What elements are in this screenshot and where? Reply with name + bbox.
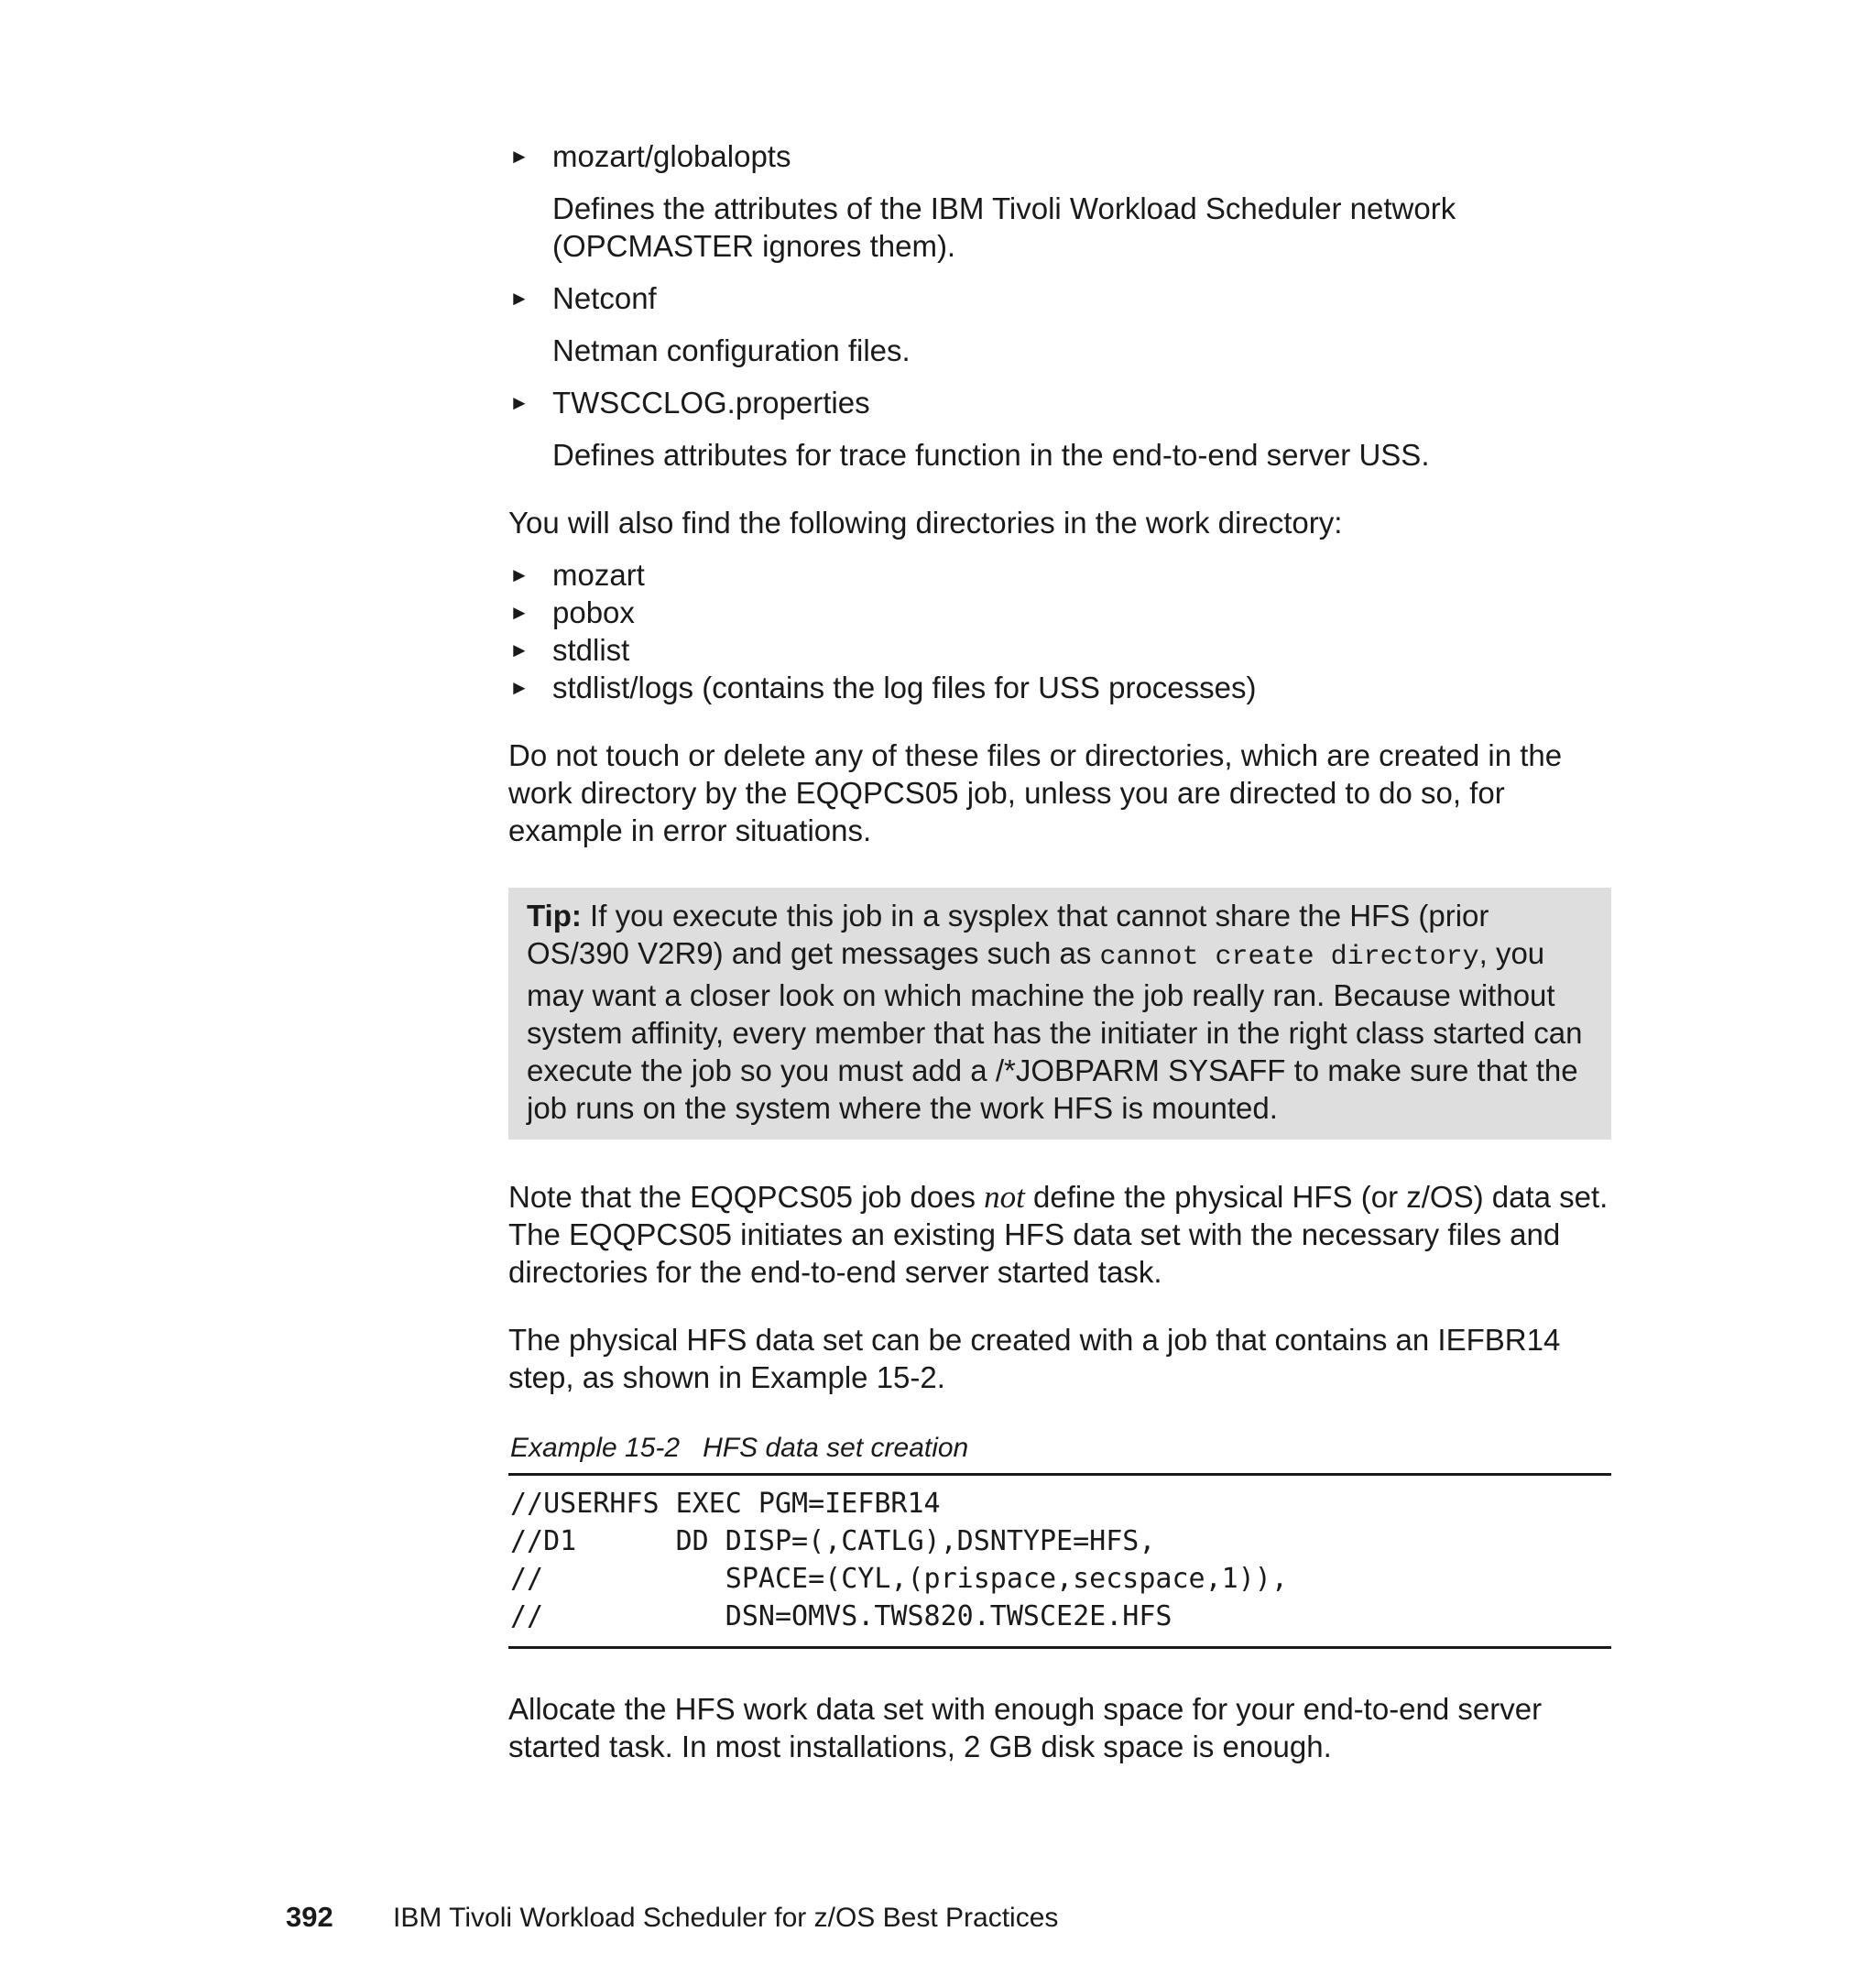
tip-text: , you may want a closer look on which machine the job really ran. Because without system affinity, every member that has the initiater in the right class started can execute the job so you must add a /*JOBPARM SYSAFF to make sure that the job runs on the system where the work HFS is mounted.: [527, 936, 1583, 1125]
page-number: 392: [286, 1901, 333, 1933]
code-line: // SPACE=(CYL,(prispace,secspace,1)),: [510, 1563, 1288, 1595]
bullet-arrow-icon: ►: [509, 638, 529, 661]
list-item-description: Defines the attributes of the IBM Tivoli Workload Scheduler network (OPCMASTER ignores them).: [552, 191, 1456, 263]
list-item-name: stdlist: [552, 633, 630, 667]
allocate-paragraph: Allocate the HFS work data set with enough space for your end-to-end server started task. In most installations, 2 GB disk space is enough.: [508, 1692, 1543, 1763]
note-paragraph: [508, 1178, 1611, 1291]
note-text: Note that the EQQPCS05 job does: [508, 1180, 985, 1214]
bullet-arrow-icon: ►: [509, 391, 529, 414]
tip-box: [508, 888, 1611, 1140]
list-item-name: TWSCCLOG.properties: [552, 386, 870, 420]
bullet-arrow-icon: ►: [509, 145, 529, 168]
list-item: [508, 669, 1611, 706]
note-text: define the physical HFS (or z/OS) data set. The EQQPCS05 initiates an existing HFS data set with the necessary files and directories for the end-to-end server started task.: [508, 1180, 1609, 1289]
page-footer: [286, 1899, 1058, 1937]
list-item-name: Netconf: [552, 281, 657, 315]
tip-label: Tip:: [527, 899, 582, 933]
file-list: [508, 137, 1611, 474]
list-item: [508, 279, 1611, 317]
list-item-name: stdlist/logs (contains the log files for USS processes): [552, 671, 1257, 704]
code-line: //D1 DD DISP=(,CATLG),DSNTYPE=HFS,: [510, 1525, 1156, 1557]
list-item: [508, 384, 1611, 421]
list-item-description: Netman configuration files.: [552, 333, 911, 367]
list-item: [508, 556, 1611, 594]
example-caption: Example 15-2 HFS data set creation: [510, 1433, 969, 1463]
list-item-name: mozart/globalopts: [552, 139, 791, 173]
bullet-arrow-icon: ►: [509, 676, 529, 699]
hfs-paragraph: The physical HFS data set can be created with a job that contains an IEFBR14 step, as shown in Example 15-2.: [508, 1323, 1561, 1394]
note-emphasis: not: [984, 1179, 1025, 1215]
list-item-name: mozart: [552, 558, 645, 592]
code-line: //USERHFS EXEC PGM=IEFBR14: [510, 1488, 941, 1520]
tip-code: cannot create directory: [1099, 942, 1479, 973]
code-line: // DSN=OMVS.TWS820.TWSCE2E.HFS: [510, 1600, 1172, 1632]
list-item: [508, 137, 1611, 175]
list-item-name: pobox: [552, 595, 635, 629]
bullet-arrow-icon: ►: [509, 601, 529, 624]
list-item-description: Defines attributes for trace function in the end-to-end server USS.: [552, 438, 1430, 472]
bullet-arrow-icon: ►: [509, 287, 529, 310]
dirs-intro-paragraph: You will also find the following directories in the work directory:: [508, 506, 1343, 540]
list-item: [508, 631, 1611, 669]
warning-paragraph: Do not touch or delete any of these files or directories, which are created in the work directory by the EQQPCS05 job, unless you are directed to do so, for example in error situations.: [508, 738, 1563, 847]
list-item: [508, 594, 1611, 631]
dir-list: [508, 556, 1611, 706]
book-title: IBM Tivoli Workload Scheduler for z/OS Best Practices: [393, 1903, 1059, 1933]
code-example: [508, 1473, 1611, 1649]
page-content: [508, 137, 1611, 1765]
tip-text: If you execute this job in a sysplex that cannot share the HFS (prior OS/390 V2R9) and get messages such as: [527, 899, 1489, 970]
bullet-arrow-icon: ►: [509, 563, 529, 586]
